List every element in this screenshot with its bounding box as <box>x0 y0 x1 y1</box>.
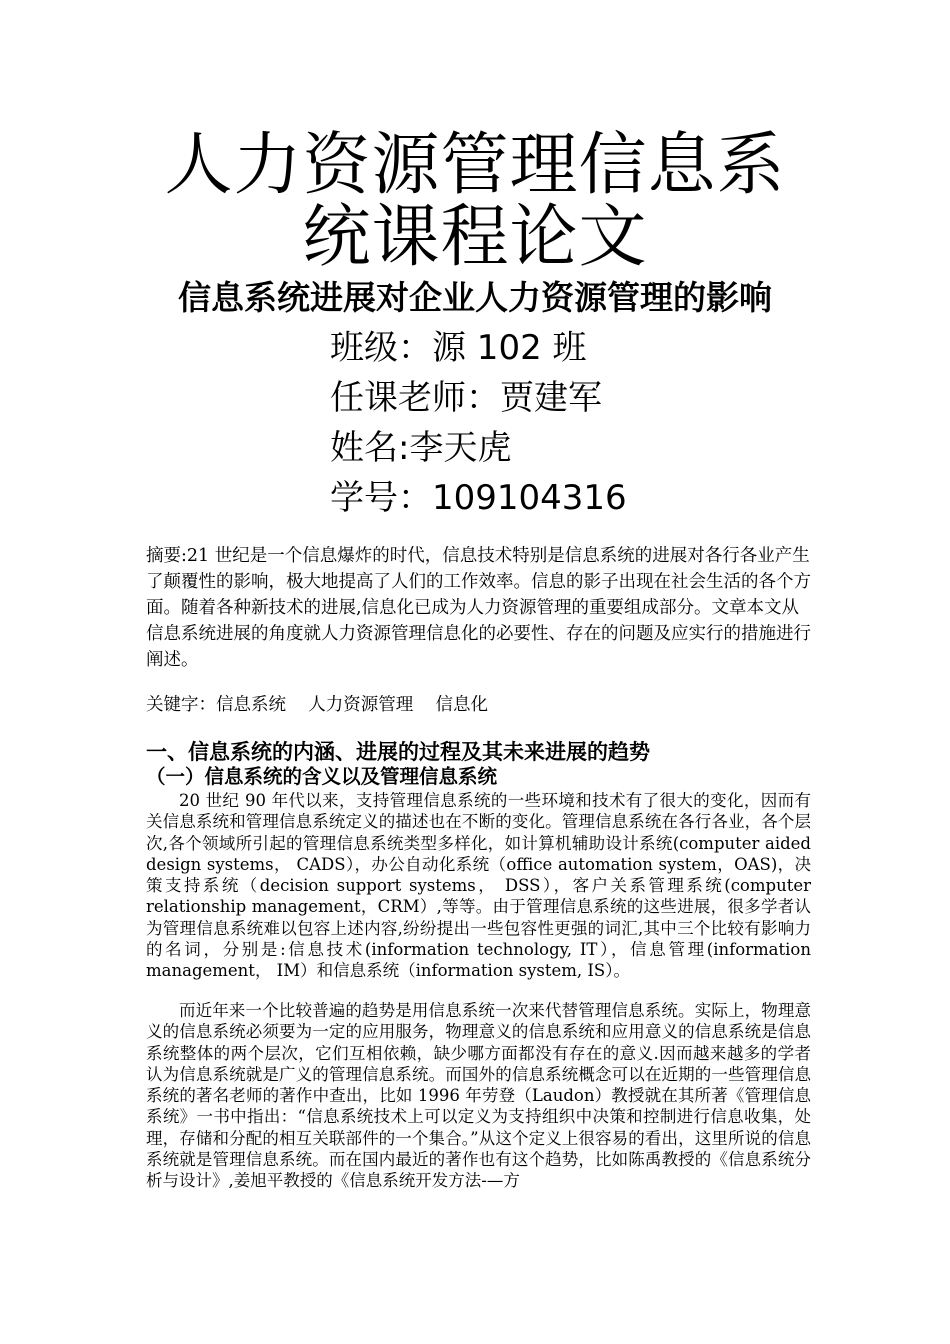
body-paragraph-2: 而近年来一个比较普遍的趋势是用信息系统一次来代替管理信息系统。实际上，物理意义的信息系统必须要为一定的应用服务，物理意义的信息系统和应用意义的信息系统是信息系统整体的两个层次，它们互相依赖，缺少哪方面都没有存在的意义.因而越来越多的学者认为信息系统就是广义的管理信息系统。而国外的信息系统概念可以在近期的一些管理信息系统的著名老师的著作中查出，比如 1996 年劳登（Laudon）教授就在其所著《管理信息系统》一书中指出：“信息系统技术上可以定义为支持组织中决策和控制进行信息收集，处理，存储和分配的相互关联部件的一个集合。”从这个定义上很容易的看出，这里所说的信息系统就是管理信息系统。而在国内最近的著作也有这个趋势，比如陈禹教授的《信息系统分析与设计》,姜旭平教授的《信息系统开发方法-—方 <box>146 1001 811 1191</box>
section-1-heading: 一、信息系统的内涵、进展的过程及其未来进展的趋势 <box>146 740 650 764</box>
section-1-1-heading: （一）信息系统的含义以及管理信息系统 <box>146 765 498 788</box>
abstract: 摘要:21 世纪是一个信息爆炸的时代，信息技术特别是信息系统的进展对各行各业产生了颠覆性的影响，极大地提高了人们的工作效率。信息的影子出现在社会生活的各个方面。随着各种新技术的进展,信息化已成为人力资源管理的重要组成部分。文章本文从信息系统进展的角度就人力资源管理信息化的必要性、存在的问题及应实行的措施进行阐述。 <box>146 546 811 670</box>
main-title-line-2: 统课程论文 <box>302 198 648 277</box>
keywords: 关键字：信息系统 人力资源管理 信息化 <box>146 695 489 715</box>
student-id-info: 学号：109104316 <box>330 478 627 518</box>
body-paragraph-1: 20 世纪 90 年代以来，支持管理信息系统的一些环境和技术有了很大的变化，因而有关信息系统和管理信息系统定义的描述也在不断的变化。管理信息系统在各行各业，各个层次,各个领域所引起的管理信息系统类型多样化，如计算机辅助设计系统(computer aided design systems， CADS），办公自动化系统（office automation system，OAS)，决策支持系统（decision support systems， DSS），客户关系管理系统(computer relationship management，CRM）,等等。由于管理信息系统的这些进展，很多学者认为管理信息系统难以包容上述内容,纷纷提出一些包容性更强的词汇,其中三个比较有影响力的名词，分别是:信息技术(information technology, IT），信息管理(information management， IM）和信息系统（information system, IS）。 <box>146 791 811 981</box>
name-info: 姓名:李天虎 <box>330 428 512 468</box>
subtitle: 信息系统进展对企业人力资源管理的影响 <box>178 278 772 317</box>
main-title-line-1: 人力资源管理信息系 <box>164 126 786 205</box>
class-info: 班级：源 102 班 <box>330 328 587 368</box>
teacher-info: 任课老师：贾建军 <box>330 378 602 418</box>
